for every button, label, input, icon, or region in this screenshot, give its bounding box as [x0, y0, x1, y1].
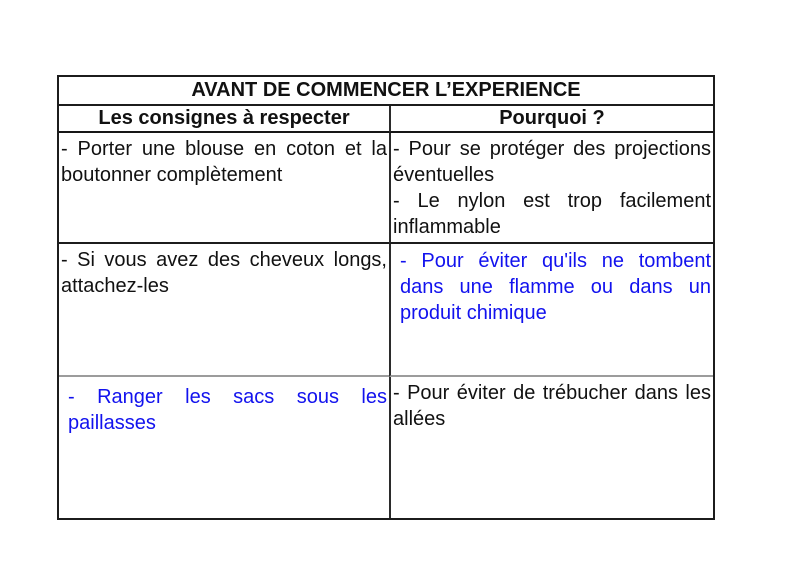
cell-row1-pourquoi [389, 133, 713, 244]
cell-row3-consigne [59, 377, 389, 518]
text-line: inflammable [393, 216, 501, 238]
table-title: AVANT DE COMMENCER L’EXPERIENCE [59, 77, 713, 106]
text-line: - Pour se protéger des projections [393, 138, 711, 160]
text-line: attachez-les [61, 275, 169, 297]
text-line: paillasses [68, 412, 156, 434]
text-line: - Porter une blouse en coton et la [61, 138, 387, 160]
cell-paragraph [61, 247, 387, 299]
text-line: - Si vous avez des cheveux longs, [61, 249, 387, 271]
cell-paragraph [68, 384, 387, 436]
text-line: - Pour éviter qu'ils ne tombent [400, 250, 711, 272]
cell-row2-consigne [59, 244, 389, 377]
text-line: - Le nylon est trop facilement [393, 190, 711, 212]
cell-row1-consigne [59, 133, 389, 244]
text-line: allées [393, 408, 446, 430]
cell-paragraph [393, 188, 711, 240]
cell-row2-pourquoi [389, 244, 713, 377]
text-line: produit chimique [400, 302, 547, 324]
cell-paragraph [400, 248, 711, 326]
text-line: - Ranger les sacs sous les [68, 386, 387, 408]
cell-row3-pourquoi [389, 377, 713, 518]
text-line: boutonner complètement [61, 164, 283, 186]
cell-paragraph [61, 136, 387, 188]
text-line: - Pour éviter de trébucher dans les [393, 382, 711, 404]
column-header-pourquoi: Pourquoi ? [389, 106, 713, 133]
cell-paragraph [393, 136, 711, 188]
safety-instructions-table [57, 75, 715, 520]
text-line: dans une flamme ou dans un [400, 276, 711, 298]
cell-paragraph [393, 380, 711, 432]
text-line: éventuelles [393, 164, 495, 186]
column-header-consignes: Les consignes à respecter [59, 106, 389, 133]
